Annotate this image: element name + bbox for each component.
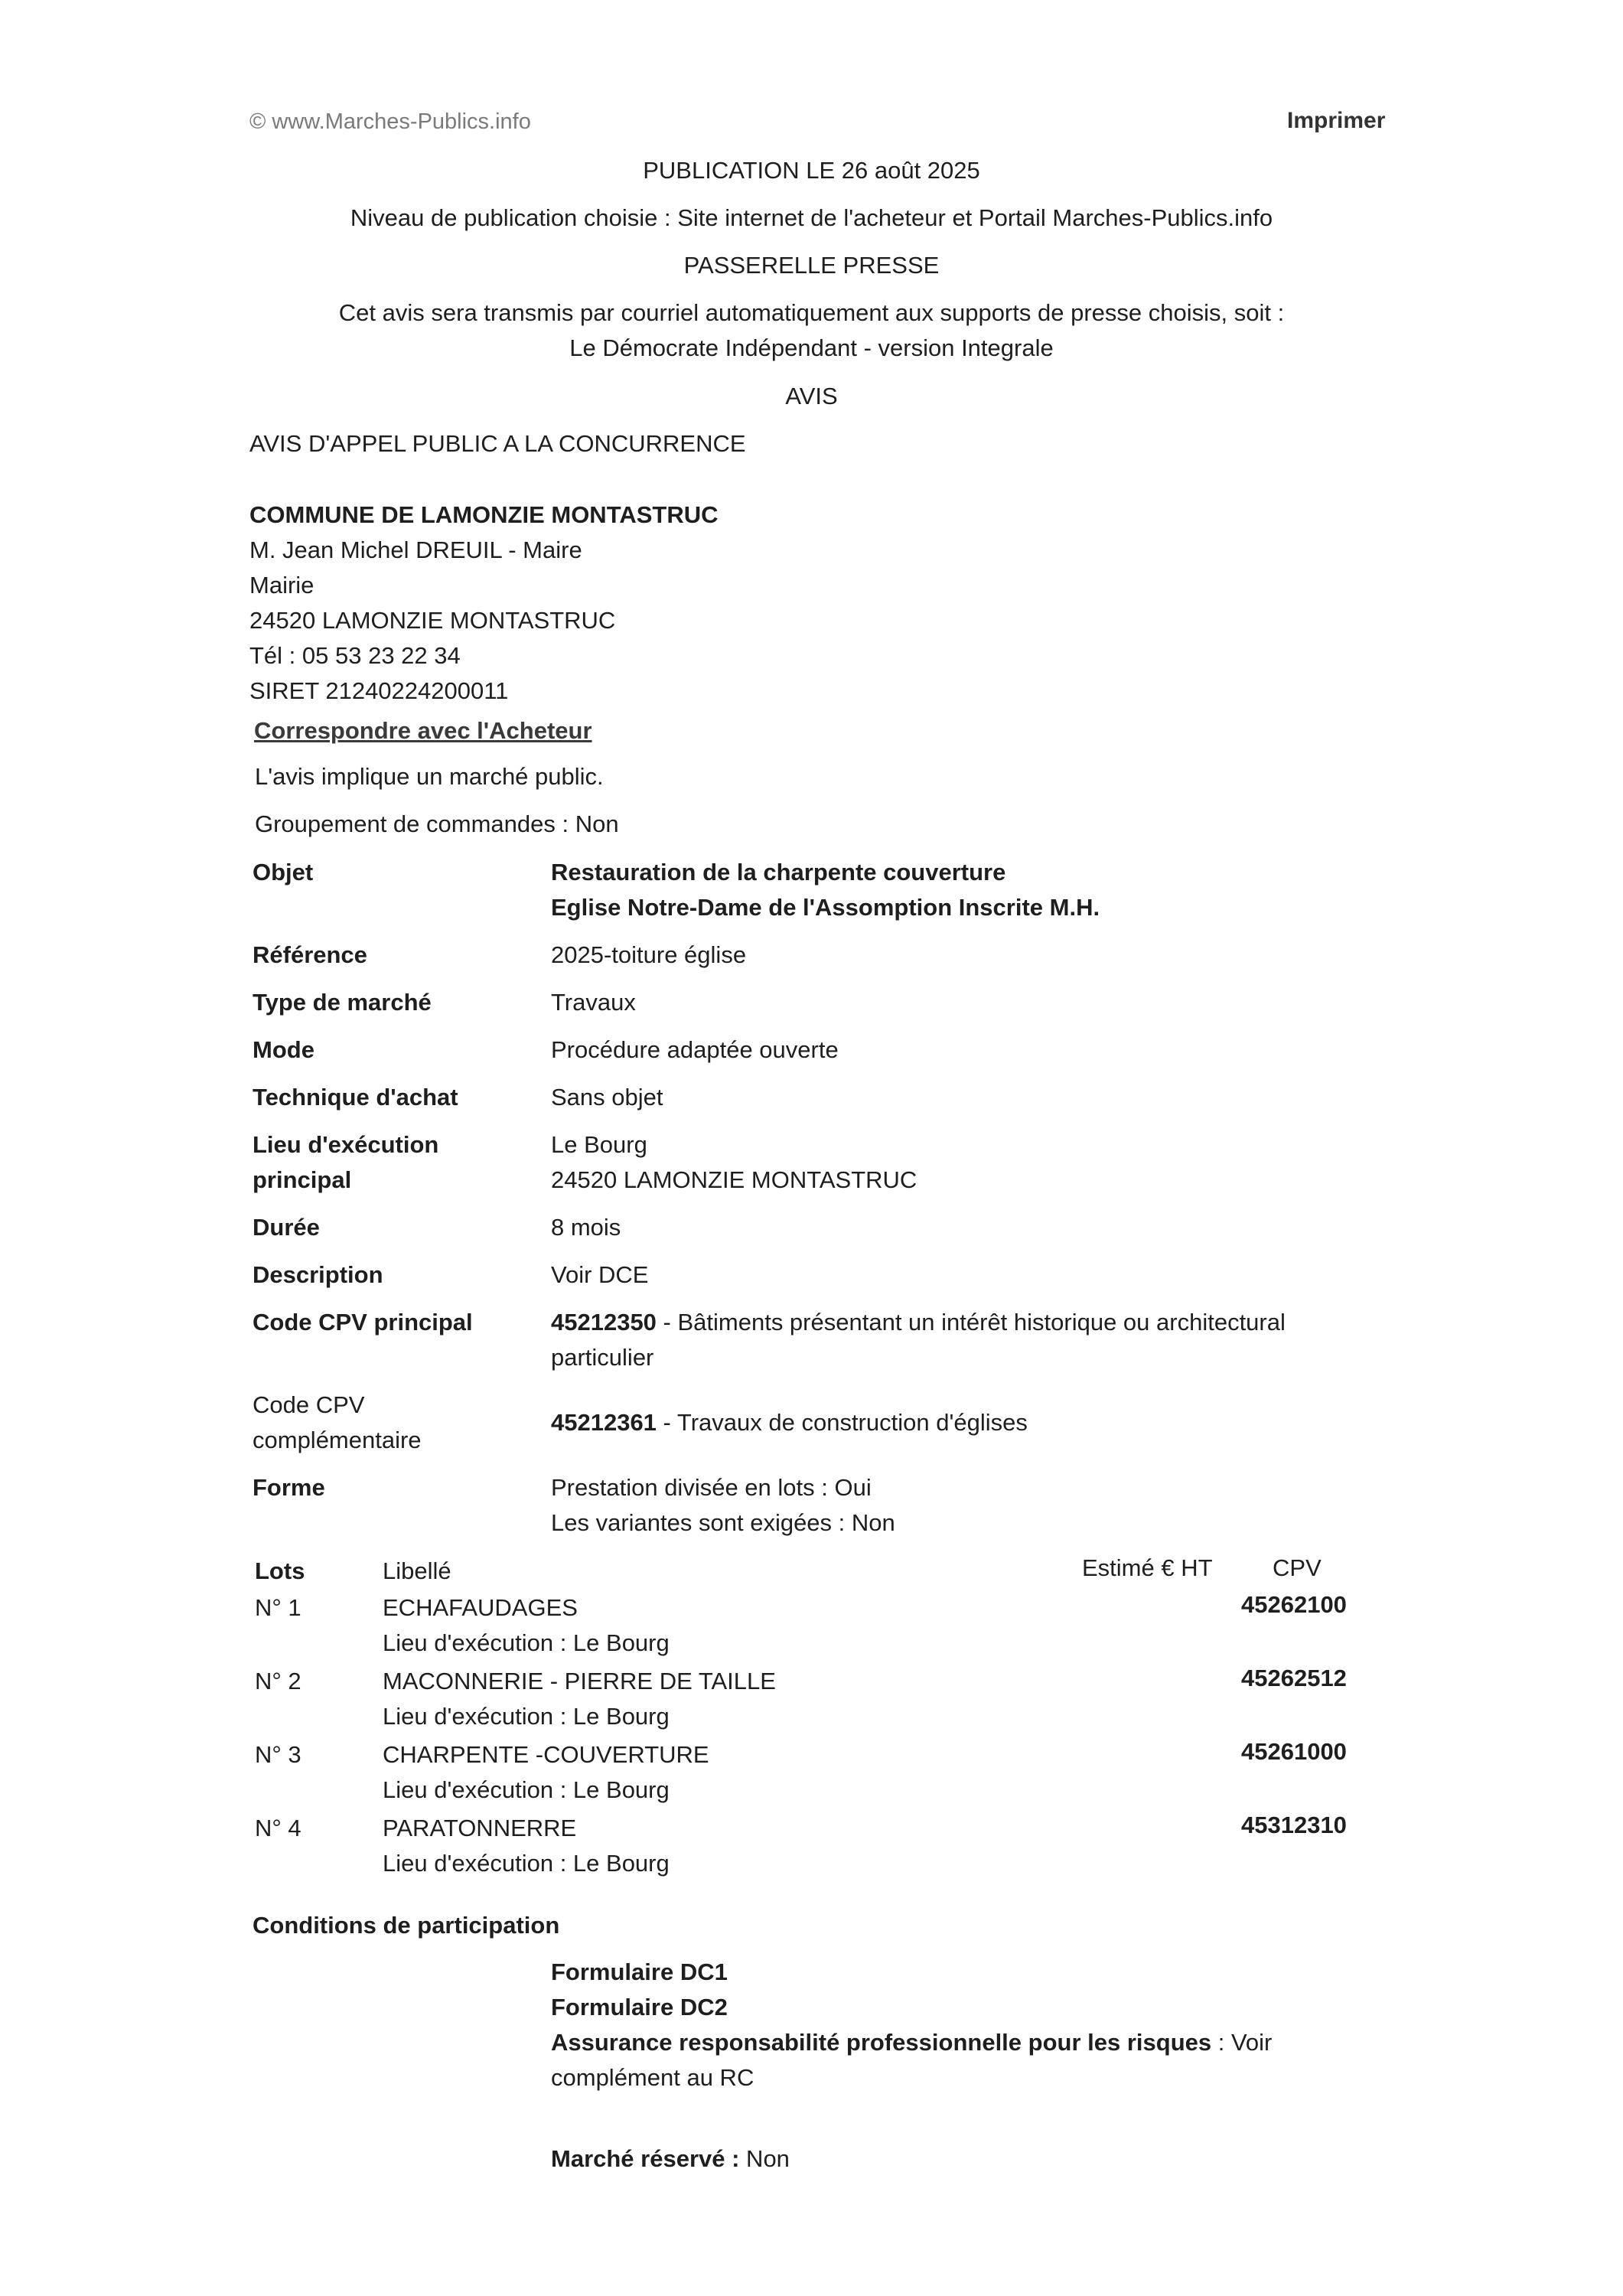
lots-header: Lots xyxy=(255,1557,305,1584)
duree-value: 8 mois xyxy=(551,1214,621,1241)
reference-label: Référence xyxy=(253,941,367,968)
lot-1-num: N° 1 xyxy=(255,1594,301,1621)
forme-value-1: Prestation divisée en lots : Oui xyxy=(551,1474,872,1501)
formulaire-dc2: Formulaire DC2 xyxy=(551,1994,728,2020)
reference-value: 2025-toiture église xyxy=(551,941,747,968)
assurance-label: Assurance responsabilité professionnelle pour les risques xyxy=(551,2029,1212,2056)
estime-header: Estimé € HT xyxy=(1082,1554,1213,1581)
avis-heading: AVIS xyxy=(785,383,838,409)
cpv-principal-code: 45212350 xyxy=(551,1309,657,1336)
objet-value-2: Eglise Notre-Dame de l'Assomption Inscrite M.H. xyxy=(551,894,1100,921)
conditions-title: Conditions de participation xyxy=(253,1912,560,1939)
cpv-principal-text: - Bâtiments présentant un intérêt historique ou architectural xyxy=(656,1309,1286,1336)
technique-value: Sans objet xyxy=(551,1084,663,1110)
lot-4-cpv: 45312310 xyxy=(1241,1812,1347,1838)
forme-label: Forme xyxy=(253,1474,325,1501)
duree-label: Durée xyxy=(253,1214,320,1241)
formulaire-dc1: Formulaire DC1 xyxy=(551,1958,728,1985)
cpv-header: CPV xyxy=(1273,1554,1322,1581)
forme-value-2: Les variantes sont exigées : Non xyxy=(551,1509,895,1536)
mode-value: Procédure adaptée ouverte xyxy=(551,1036,839,1063)
buyer-address-2: 24520 LAMONZIE MONTASTRUC xyxy=(249,607,616,634)
lieu-label-1: Lieu d'exécution xyxy=(253,1131,439,1158)
publication-level: Niveau de publication choisie : Site internet de l'acheteur et Portail Marches-Publics.info xyxy=(350,204,1273,231)
lieu-label-2: principal xyxy=(253,1166,352,1193)
lot-2-cpv: 45262512 xyxy=(1241,1665,1347,1691)
cpv-comp-label-1: Code CPV xyxy=(253,1391,365,1418)
lot-3-lieu: Lieu d'exécution : Le Bourg xyxy=(383,1776,670,1803)
press-support: Le Démocrate Indépendant - version Integrale xyxy=(569,334,1054,361)
publication-date: PUBLICATION LE 26 août 2025 xyxy=(643,157,980,184)
lot-3-num: N° 3 xyxy=(255,1741,301,1768)
objet-label: Objet xyxy=(253,859,314,885)
buyer-address-1: Mairie xyxy=(249,572,314,598)
lot-4-lieu: Lieu d'exécution : Le Bourg xyxy=(383,1850,670,1877)
lot-1-cpv: 45262100 xyxy=(1241,1591,1347,1618)
marche-reserve-label: Marché réservé : xyxy=(551,2145,740,2172)
cpv-principal-label: Code CPV principal xyxy=(253,1309,473,1336)
technique-label: Technique d'achat xyxy=(253,1084,458,1110)
cpv-comp-code: 45212361 xyxy=(551,1409,657,1436)
avis-title: AVIS D'APPEL PUBLIC A LA CONCURRENCE xyxy=(249,430,746,457)
lot-4-num: N° 4 xyxy=(255,1815,301,1841)
lot-3-cpv: 45261000 xyxy=(1241,1738,1347,1765)
lot-4-label: PARATONNERRE xyxy=(383,1815,577,1841)
contact-buyer-link[interactable]: Correspondre avec l'Acheteur xyxy=(254,717,592,744)
lot-2-lieu: Lieu d'exécution : Le Bourg xyxy=(383,1703,670,1730)
lot-1-lieu: Lieu d'exécution : Le Bourg xyxy=(383,1629,670,1656)
type-value: Travaux xyxy=(551,989,636,1016)
marche-public-note: L'avis implique un marché public. xyxy=(255,763,604,790)
cpv-principal-value xyxy=(551,1308,1286,1336)
cpv-principal-text-2: particulier xyxy=(551,1344,654,1371)
type-label: Type de marché xyxy=(253,989,432,1016)
copyright-notice: © www.Marches-Publics.info xyxy=(249,109,531,134)
lieu-value-2: 24520 LAMONZIE MONTASTRUC xyxy=(551,1166,917,1193)
lot-1-label: ECHAFAUDAGES xyxy=(383,1594,578,1621)
lot-3-label: CHARPENTE -COUVERTURE xyxy=(383,1741,709,1768)
assurance-line xyxy=(551,2028,1272,2056)
transmis-notice: Cet avis sera transmis par courriel automatiquement aux supports de presse choisis, soit : xyxy=(338,299,1285,326)
libelle-header: Libellé xyxy=(383,1557,451,1584)
lot-2-label: MACONNERIE - PIERRE DE TAILLE xyxy=(383,1668,776,1694)
objet-value-1: Restauration de la charpente couverture xyxy=(551,859,1006,885)
mode-label: Mode xyxy=(253,1036,314,1063)
description-value: Voir DCE xyxy=(551,1261,649,1288)
passerelle-title: PASSERELLE PRESSE xyxy=(683,252,940,279)
buyer-contact: M. Jean Michel DREUIL - Maire xyxy=(249,536,582,563)
print-link[interactable]: Imprimer xyxy=(1287,108,1386,133)
buyer-name: COMMUNE DE LAMONZIE MONTASTRUC xyxy=(249,501,719,528)
description-label: Description xyxy=(253,1261,383,1288)
groupement-note: Groupement de commandes : Non xyxy=(255,810,619,837)
buyer-siret: SIRET 21240224200011 xyxy=(249,677,509,704)
marche-reserve-value: Non xyxy=(739,2145,790,2172)
buyer-phone: Tél : 05 53 23 22 34 xyxy=(249,642,461,669)
cpv-comp-label-2: complémentaire xyxy=(253,1427,422,1453)
marche-reserve xyxy=(551,2144,790,2173)
assurance-line-2: complément au RC xyxy=(551,2064,754,2091)
cpv-comp-value xyxy=(551,1408,1028,1437)
assurance-value: : Voir xyxy=(1211,2029,1273,2056)
lieu-value-1: Le Bourg xyxy=(551,1131,647,1158)
cpv-comp-text: - Travaux de construction d'églises xyxy=(656,1409,1028,1436)
lot-2-num: N° 2 xyxy=(255,1668,301,1694)
